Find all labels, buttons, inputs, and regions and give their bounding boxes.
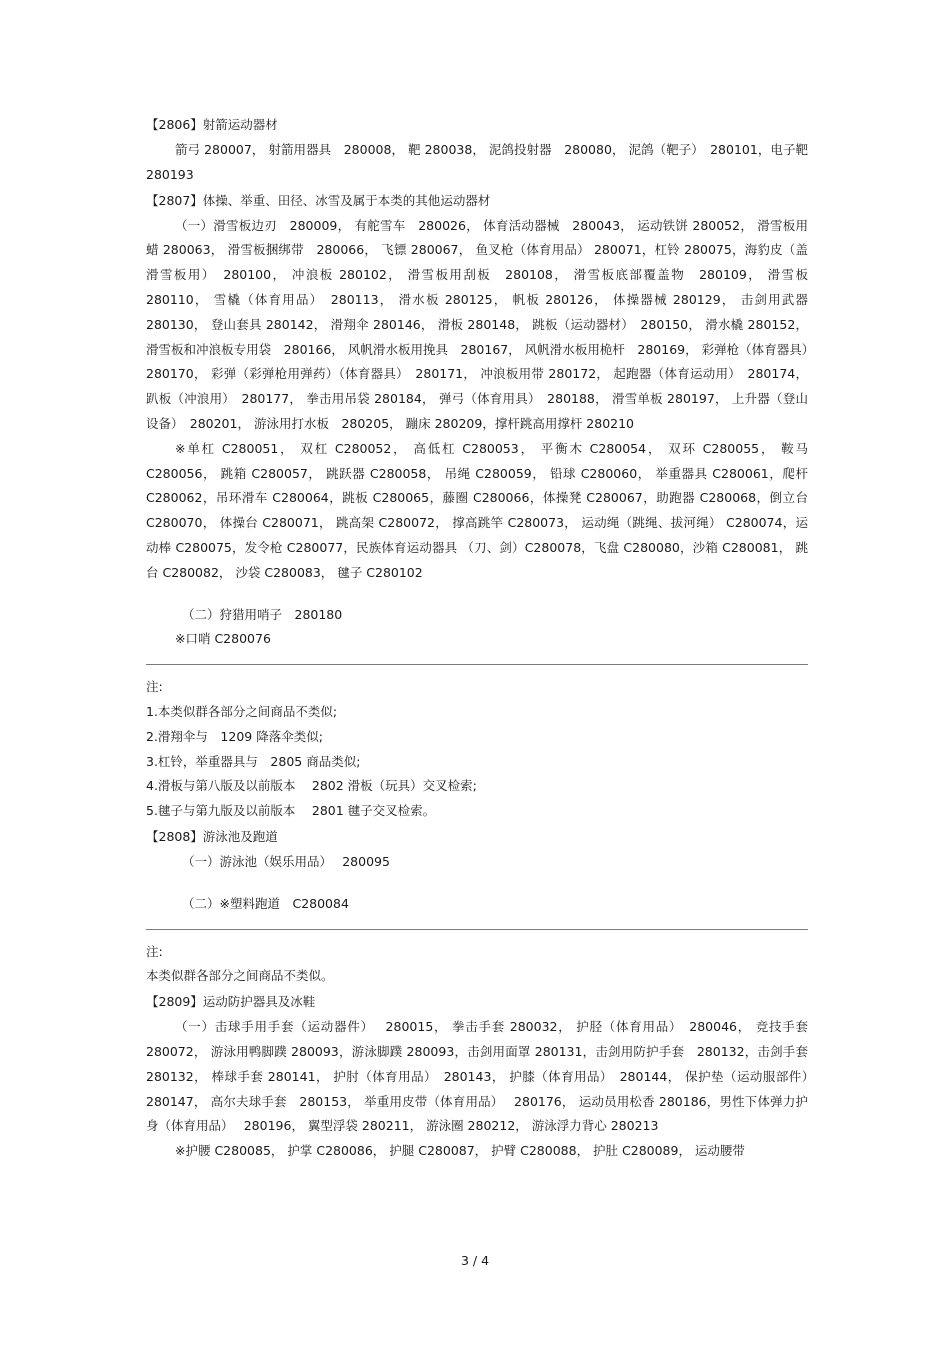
group-items-2807-1: （一）滑雪板边刃 280009， 有舵雪车 280026， 体育活动器械 280043， 运动铁饼 280052， 滑雪板用蜡 280063， 滑雪板捆绑带 280066， 飞镖 280067， 鱼叉枪（体育用品） 280071，杠铃 280075，海豹皮（盖滑雪板用） 280100， 冲浪板 280102， 滑雪板用刮板 280108， 滑雪板底部覆盖物 280109， 滑雪板 280110， 雪橇（体育用品） 280113， 滑水板 280125， 帆板 280126， 体操器械 280129， 击剑用武器 280130， 登山套具 280142， 滑翔伞 280146， 滑板 280148， 跳板（运动器材） 280150， 滑水橇 280152， 滑雪板和冲浪板专用袋 280166， 风帆滑水板用挽具 280167， 风帆滑水板用桅杆 280169， 彩弹枪（体育器具） 280170， 彩弹（彩弹枪用弹药）（体育器具） 280171， 冲浪板用带 280172， 起跑器（体育运动用） 280174， 趴板（冲浪用） 280177， 拳击用吊袋 280184， 弹弓（体育用具） 280188， 滑雪单板 280197， 上升器（登山设备） 280201， 游泳用打水板 280205， 蹦床 280209，撑杆跳高用撑杆 280210	[146, 217, 821, 431]
similar-items-2809-1: ※护腰 C280085， 护掌 C280086， 护腿 C280087， 护臂 C280088， 护肚 C280089， 运动腰带	[175, 1143, 745, 1159]
group-items-2808-1: （一）游泳池（娱乐用品） 280095	[182, 853, 390, 869]
note-item: 4.滑板与第八版及以前版本 2802 滑板（玩具）交叉检索;	[146, 778, 477, 794]
section-heading-2809: 【2809】运动防护器具及冰鞋	[146, 994, 316, 1010]
note-title-2808: 注:	[146, 943, 163, 959]
group-items-2807-2: （二）狩猎用哨子 280180	[182, 606, 343, 622]
page-number: 3 / 4	[460, 1253, 490, 1268]
note-item: 5.毽子与第九版及以前版本 2801 毽子交叉检索。	[146, 803, 436, 819]
note-title-2807: 注:	[146, 679, 163, 695]
similar-items-2807-2: ※口哨 C280076	[175, 631, 271, 647]
divider	[146, 664, 808, 665]
section-items-2806: 箭弓 280007， 射箭用器具 280008， 靶 280038， 泥鸽投射器 280080， 泥鸽（靶子） 280101，电子靶 280193	[146, 142, 808, 182]
section-heading-2808: 【2808】游泳池及跑道	[146, 828, 278, 844]
divider	[146, 929, 808, 930]
note-item: 1.本类似群各部分之间商品不类似;	[146, 703, 338, 719]
note-item: 2.滑翔伞与 1209 降落伞类似;	[146, 728, 323, 744]
group-items-2808-2: （二）※塑料跑道 C280084	[182, 895, 349, 911]
spacer	[146, 586, 808, 603]
spacer	[146, 875, 808, 892]
section-heading-2806: 【2806】射箭运动器材	[146, 117, 278, 132]
note-item: 本类似群各部分之间商品不类似。	[146, 968, 334, 984]
document-page	[146, 112, 821, 1164]
group-items-2809-1: （一）击球手用手套（运动器件） 280015， 拳击手套 280032， 护胫（体育用品） 280046， 竞技手套 280072， 游泳用鸭脚蹼 280093，游泳脚蹼 280093，击剑用面罩 280131，击剑用防护手套 280132，击剑手套 280132， 棒球手套 280141， 护肘（体育用品） 280143， 护膝（体育用品） 280144， 保护垫（运动服部件） 280147， 高尔夫球手套 280153， 举重用皮带（体育用品） 280176， 运动员用松香 280186，男性下体弹力护身（体育用品） 280196， 翼型浮袋 280211， 游泳圈 280212， 游泳浮力背心 280213	[146, 1019, 821, 1134]
note-item: 3.杠铃，举重器具与 2805 商品类似;	[146, 753, 361, 769]
similar-items-2807-1: ※单杠 C280051， 双杠 C280052， 高低杠 C280053， 平衡木 C280054， 双环 C280055， 鞍马 C280056， 跳箱 C280057， 跳跃器 C280058， 吊绳 C280059， 铅球 C280060， 举重器具 C280061，爬杆 C280062，吊环滑车 C280064，跳板 C280065，藤圈 C280066，体操凳 C280067，助跑器 C280068，倒立台 C280070， 体操台 C280071， 跳高架 C280072， 撑高跳竿 C280073， 运动绳（跳绳、拔河绳） C280074，运动棒 C280075，发令枪 C280077，民族体育运动器具 （刀、剑）C280078，飞盘 C280080，沙箱 C280081， 跳台 C280082， 沙袋 C280083， 毽子 C280102	[146, 440, 808, 580]
section-heading-2807: 【2807】体操、举重、田径、冰雪及属于本类的其他运动器材	[146, 192, 491, 208]
